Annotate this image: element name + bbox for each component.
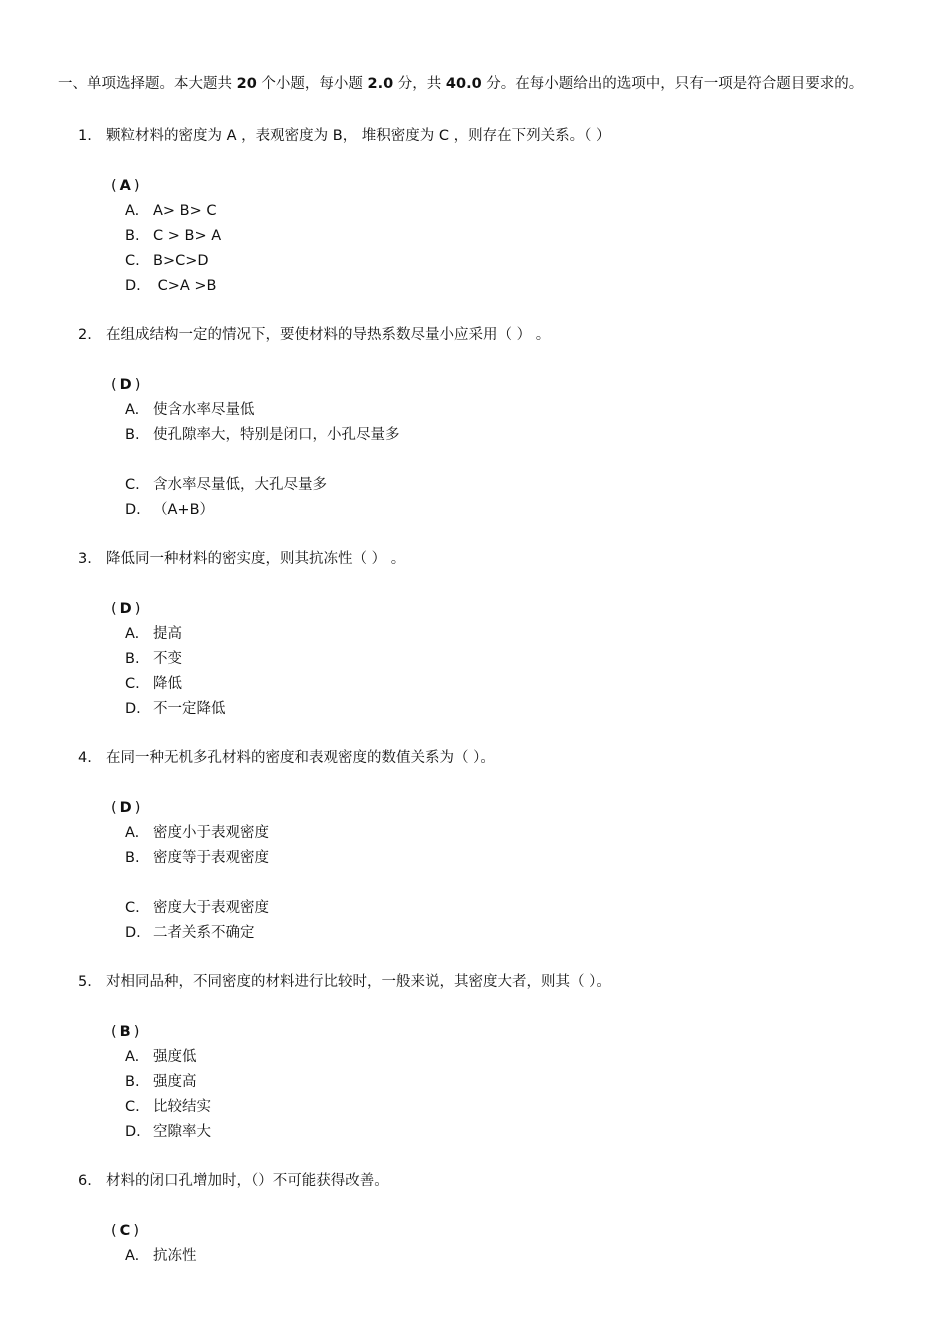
option-label: A. xyxy=(125,626,140,642)
question-stem xyxy=(78,323,550,348)
option-d xyxy=(125,697,226,722)
option-d xyxy=(125,1120,211,1145)
answer-letter: D xyxy=(119,377,132,393)
option-c xyxy=(125,672,182,697)
option-c xyxy=(125,473,327,498)
option-b xyxy=(125,846,269,871)
option-text: 不变 xyxy=(153,651,182,667)
question-number: 6. xyxy=(78,1173,92,1189)
option-label: A. xyxy=(125,1248,140,1264)
option-text: A> B> C xyxy=(153,203,217,219)
option-text: 使孔隙率大，特别是闭口，小孔尽量多 xyxy=(153,427,400,443)
option-label: B. xyxy=(125,850,140,866)
option-text: B>C>D xyxy=(153,253,209,269)
option-label: D. xyxy=(125,701,141,717)
section-intro xyxy=(58,72,898,97)
option-text: （A+B） xyxy=(153,502,215,518)
option-b xyxy=(125,423,400,448)
question-number: 5. xyxy=(78,974,92,990)
option-label: C. xyxy=(125,253,140,269)
option-text: C > B> A xyxy=(153,228,222,244)
question-stem xyxy=(78,547,405,572)
option-text: 提高 xyxy=(153,626,182,642)
option-text: 密度小于表观密度 xyxy=(153,825,269,841)
answer-key: ( D ) xyxy=(111,601,141,617)
option-a xyxy=(125,1045,197,1070)
question-text: 降低同一种材料的密实度，则其抗冻性（ ） 。 xyxy=(106,551,406,567)
answer-letter: D xyxy=(119,601,132,617)
option-label: C. xyxy=(125,676,140,692)
option-label: A. xyxy=(125,402,140,418)
option-text: 密度大于表观密度 xyxy=(153,900,269,916)
option-c xyxy=(125,896,269,921)
question-stem xyxy=(78,746,495,771)
option-text: 使含水率尽量低 xyxy=(153,402,255,418)
option-text: C>A >B xyxy=(153,278,217,294)
option-b xyxy=(125,647,182,672)
option-d xyxy=(125,498,214,523)
option-label: A. xyxy=(125,825,140,841)
option-text: 不一定降低 xyxy=(153,701,226,717)
option-c xyxy=(125,1095,211,1120)
option-text: 密度等于表观密度 xyxy=(153,850,269,866)
option-d xyxy=(125,274,217,299)
intro-text: 个小题，每小题 xyxy=(256,76,368,92)
question-text: 颗粒材料的密度为 A ，表观密度为 B， 堆积密度为 C ，则存在下列关系。（ ） xyxy=(106,128,611,144)
option-label: C. xyxy=(125,1099,140,1115)
question-stem xyxy=(78,124,611,149)
answer-key: ( B ) xyxy=(111,1024,140,1040)
option-text: 比较结实 xyxy=(153,1099,211,1115)
option-label: D. xyxy=(125,925,141,941)
answer-letter: B xyxy=(119,1024,131,1040)
question-number: 2. xyxy=(78,327,92,343)
option-a xyxy=(125,398,255,423)
option-label: B. xyxy=(125,1074,140,1090)
option-label: A. xyxy=(125,1049,140,1065)
option-label: D. xyxy=(125,1124,141,1140)
question-number: 3. xyxy=(78,551,92,567)
intro-text: 分，共 xyxy=(393,76,446,92)
option-a xyxy=(125,622,182,647)
option-d xyxy=(125,921,255,946)
option-label: B. xyxy=(125,427,140,443)
option-a xyxy=(125,821,269,846)
option-c xyxy=(125,249,209,274)
option-text: 强度高 xyxy=(153,1074,197,1090)
total-points: 40.0 xyxy=(445,76,482,92)
option-text: 降低 xyxy=(153,676,182,692)
option-label: C. xyxy=(125,477,140,493)
option-text: 抗冻性 xyxy=(153,1248,197,1264)
question-text: 在组成结构一定的情况下，要使材料的导热系数尽量小应采用（ ） 。 xyxy=(106,327,551,343)
option-label: B. xyxy=(125,651,140,667)
option-a xyxy=(125,199,217,224)
option-a xyxy=(125,1244,197,1269)
question-text: 对相同品种，不同密度的材料进行比较时，一般来说，其密度大者，则其（ ）。 xyxy=(106,974,611,990)
question-stem xyxy=(78,1169,389,1194)
intro-text: 一、单项选择题。本大题共 xyxy=(58,76,237,92)
answer-key: ( A ) xyxy=(111,178,140,194)
option-text: 空隙率大 xyxy=(153,1124,211,1140)
answer-letter: C xyxy=(119,1223,131,1239)
question-number: 1. xyxy=(78,128,92,144)
question-count: 20 xyxy=(236,76,257,92)
option-b xyxy=(125,1070,197,1095)
answer-letter: D xyxy=(119,800,132,816)
question-text: 在同一种无机多孔材料的密度和表观密度的数值关系为（ ）。 xyxy=(106,750,495,766)
answer-letter: A xyxy=(119,178,131,194)
option-label: A. xyxy=(125,203,140,219)
option-text: 二者关系不确定 xyxy=(153,925,255,941)
question-text: 材料的闭口孔增加时，（）不可能获得改善。 xyxy=(106,1173,389,1189)
option-label: D. xyxy=(125,278,141,294)
points-per-question: 2.0 xyxy=(367,76,394,92)
option-label: D. xyxy=(125,502,141,518)
question-number: 4. xyxy=(78,750,92,766)
option-label: B. xyxy=(125,228,140,244)
intro-text: 分。在每小题给出的选项中，只有一项是符合题目要求的。 xyxy=(481,76,864,92)
answer-key: ( C ) xyxy=(111,1223,139,1239)
answer-key: ( D ) xyxy=(111,800,141,816)
option-label: C. xyxy=(125,900,140,916)
option-text: 强度低 xyxy=(153,1049,197,1065)
question-stem xyxy=(78,970,611,995)
option-text: 含水率尽量低，大孔尽量多 xyxy=(153,477,327,493)
option-b xyxy=(125,224,221,249)
answer-key: ( D ) xyxy=(111,377,141,393)
